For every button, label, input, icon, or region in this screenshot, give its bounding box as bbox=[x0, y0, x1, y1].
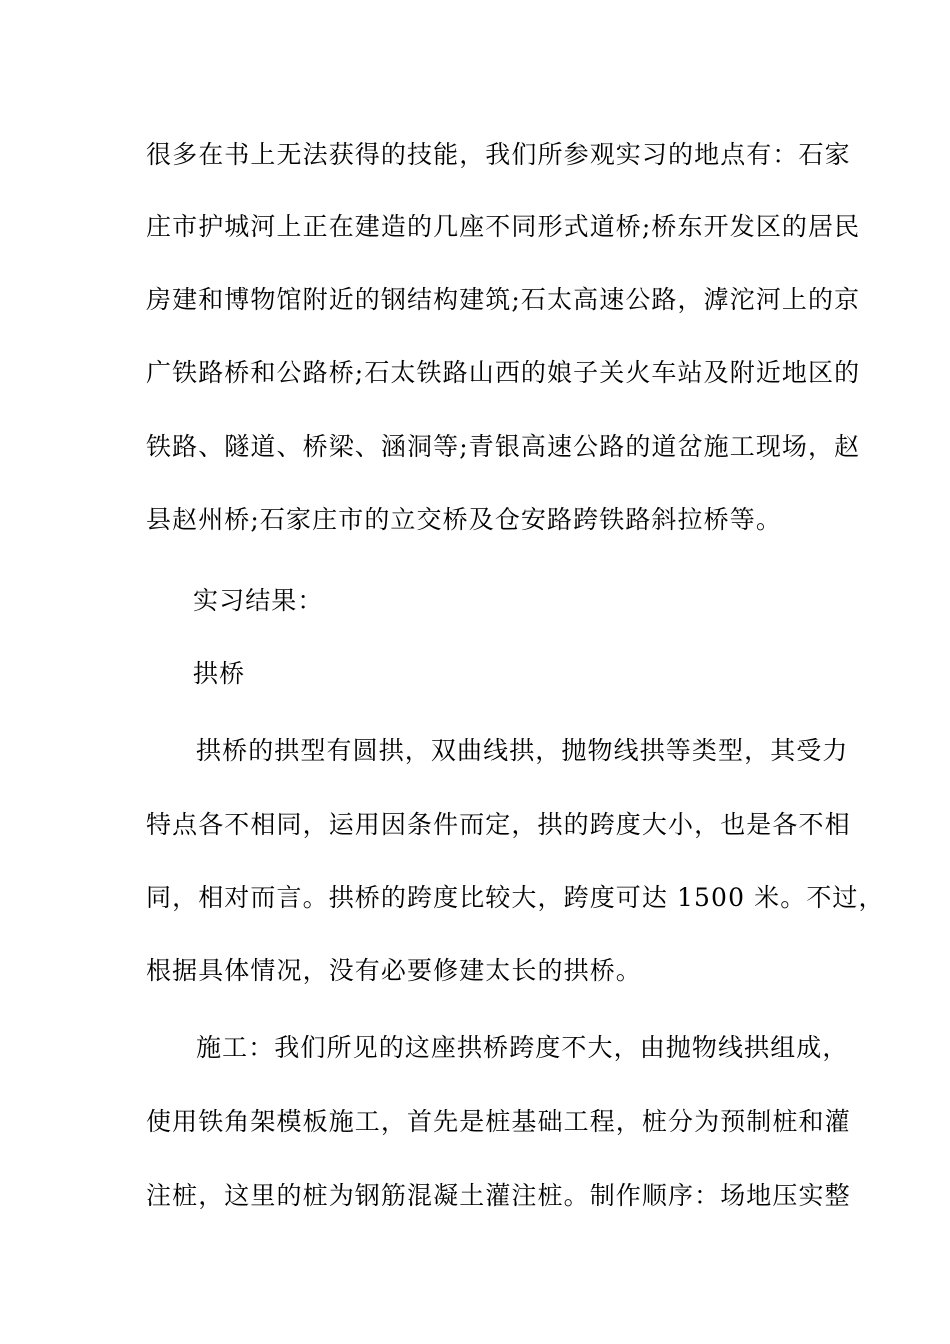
text-line: 拱桥的拱型有圆拱，双曲线拱，抛物线拱等类型，其受力 bbox=[196, 736, 849, 765]
text-line: 施工：我们所见的这座拱桥跨度不大，由抛物线拱组成， bbox=[196, 1033, 849, 1062]
text-line: 使用铁角架模板施工，首先是桩基础工程，桩分为预制桩和灌 bbox=[146, 1107, 851, 1136]
text-line: 根据具体情况，没有必要修建太长的拱桥。 bbox=[146, 956, 642, 985]
text-line: 很多在书上无法获得的技能，我们所参观实习的地点有：石家 bbox=[146, 140, 851, 169]
text-line: 铁路、隧道、桥梁、涵洞等;青银高速公路的道岔施工现场，赵 bbox=[146, 432, 861, 461]
text-line: 同，相对而言。拱桥的跨度比较大，跨度可达 1500 米。不过， bbox=[146, 883, 885, 912]
subsection-heading: 拱桥 bbox=[193, 659, 246, 688]
text-line: 广铁路桥和公路桥;石太铁路山西的娘子关火车站及附近地区的 bbox=[146, 358, 861, 387]
text-line: 县赵州桥;石家庄市的立交桥及仓安路跨铁路斜拉桥等。 bbox=[146, 505, 782, 534]
text-line: 庄市护城河上正在建造的几座不同形式道桥;桥东开发区的居民 bbox=[146, 212, 861, 241]
text-line: 注桩，这里的桩为钢筋混凝土灌注桩。制作顺序：场地压实整 bbox=[146, 1181, 851, 1210]
text-line: 特点各不相同，运用因条件而定，拱的跨度大小，也是各不相 bbox=[146, 810, 851, 839]
section-heading: 实习结果： bbox=[193, 586, 324, 615]
text-line: 房建和博物馆附近的钢结构建筑;石太高速公路，滹沱河上的京 bbox=[146, 285, 861, 314]
